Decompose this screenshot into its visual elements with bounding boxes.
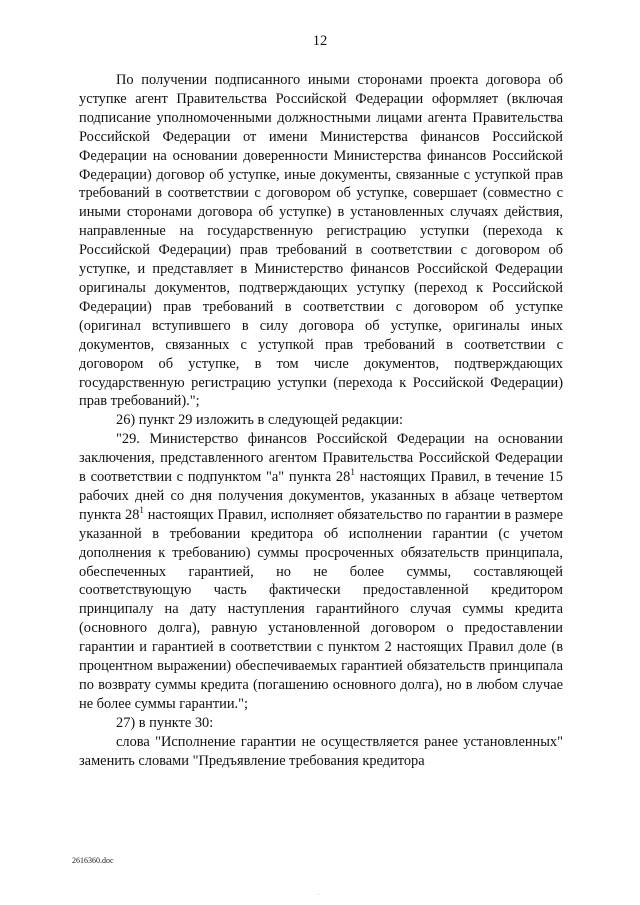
page-number: 12: [312, 33, 328, 49]
paragraph-item-29-part-a: "29. Министерство финансов Российской Федерации на основании заключения, представленного агентом Правительства Российской Федерации в соответствии с подпунктом "а" пункта 28: [79, 431, 563, 486]
paragraph-item-29-part-c: настоящих Правил, исполняет обязательство по гарантии в размере указанной в требовании кредитора об исполнении гарантии (с учетом дополнения к требованию) суммы просроченных обязательств принципала, обеспеченных гарантией, но не более суммы, составляющей соответствующую часть фактически предоставленной кредитором принципалу на дату наступления гарантийного случая суммы кредита (основного долга), равную установленной договором о предоставлении гарантии и гарантией в соответствии с пунктом 2 настоящих Правил доле (в процентном выражении) обеспечиваемых гарантией обязательств принципала по возврату суммы кредита (погашению основного долга), но в любом случае не более суммы гарантии.";: [79, 506, 563, 712]
paragraph-item-30-change: слова "Исполнение гарантии не осуществляется ранее установленных" заменить словами "Предъявление требования кредитора: [79, 733, 563, 769]
superscript-2: 1: [139, 504, 144, 515]
paragraph-item-29-part-b: настоящих Правил, в течение 15 рабочих дней со дня получения документов, указанных в абзаце четвертом пункта 28: [79, 469, 563, 523]
document-code: 2616360.doc: [72, 856, 114, 865]
footer-mark: .: [318, 891, 320, 897]
paragraph-assignment-procedure: По получении подписанного иными сторонами проекта договора об уступке агент Правительства Российской Федерации оформляет (включая подписание уполномоченными должностными лицами агента Правительства Российской Федерации от имени Министерства финансов Российской Федерации на основании доверенности Министерства финансов Российской Федерации) договор об уступке, иные документы, связанные с уступкой прав требований в соответствии с договором об уступке, совершает (совместно с иными сторонами договора об уступке) в установленных случаях действия, направленные на государственную регистрацию уступки (перехода к Российской Федерации) прав требований в соответствии с договором об уступке, и представляет в Министерство финансов Российской Федерации оригиналы документов, подтверждающих уступку (переход к Российской Федерации) прав требований в соответствии с договором об уступке (оригинал вступившего в силу договора об уступке, оригиналы иных документов, связанных с уступкой прав требований в соответствии с договором об уступке, в том числе документов, подтверждающих государственную регистрацию уступки (перехода к Российской Федерации) прав требований).";: [79, 72, 563, 410]
document-body: [79, 71, 563, 771]
paragraph-item-26: 26) пункт 29 изложить в следующей редакции:: [116, 412, 403, 429]
paragraph-item-29-text: [79, 430, 563, 714]
paragraph-item-27: 27) в пункте 30:: [116, 714, 214, 731]
superscript-1: 1: [350, 467, 355, 478]
